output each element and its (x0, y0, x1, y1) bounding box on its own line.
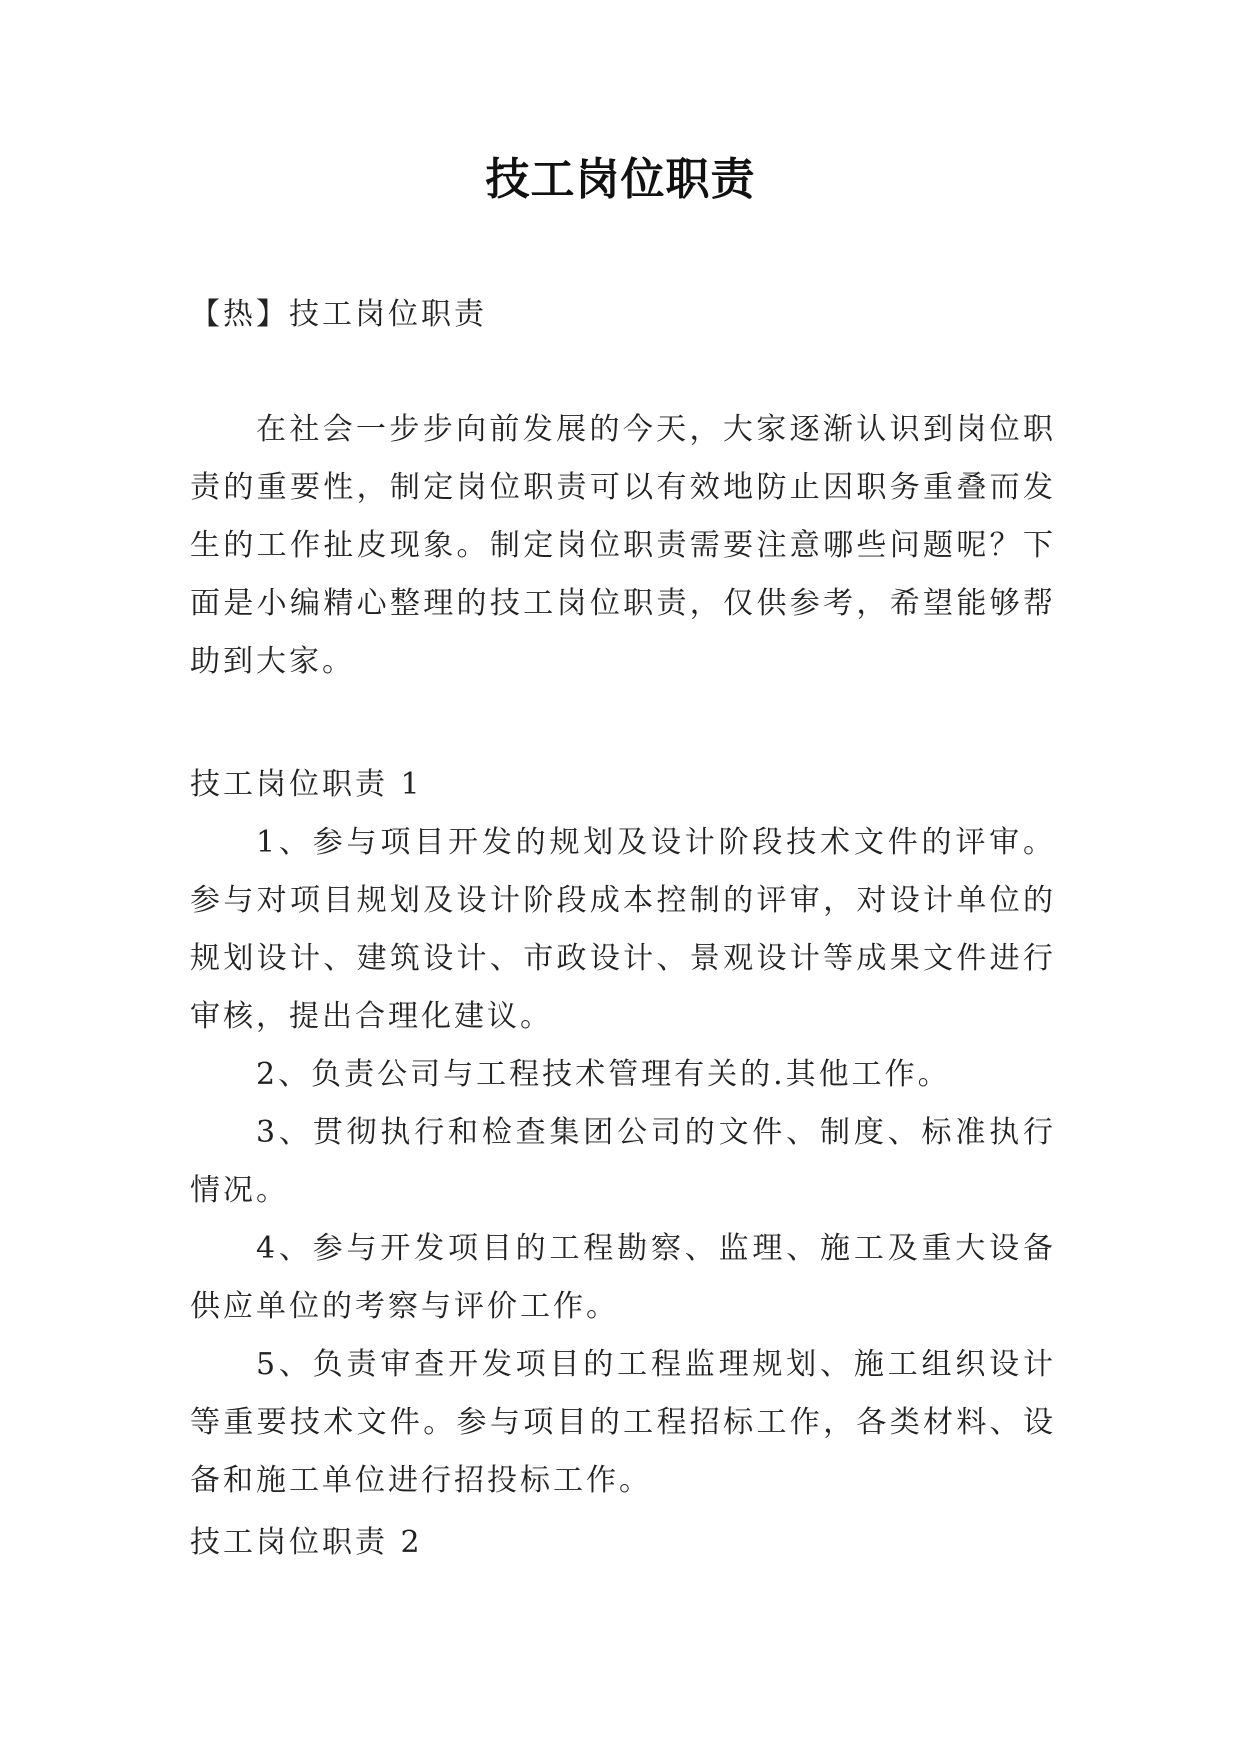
document-title: 技工岗位职责 (485, 154, 756, 205)
section-heading-2: 技工岗位职责 2 (190, 1525, 423, 1560)
document-subtitle: 【热】技工岗位职责 (190, 297, 487, 332)
list-item: 1、参与项目开发的规划及设计阶段技术文件的评审。参与对项目规划及设计阶段成本控制的评审，对设计单位的规划设计、建筑设计、市政设计、景观设计等成果文件进行审核，提出合理化建议。 (190, 825, 1056, 1034)
section-1-items (190, 814, 1056, 1510)
section-heading-1: 技工岗位职责 1 (190, 767, 423, 802)
list-item: 2、负责公司与工程技术管理有关的.其他工作。 (256, 1057, 951, 1092)
intro-paragraph: 在社会一步步向前发展的今天，大家逐渐认识到岗位职责的重要性，制定岗位职责可以有效地防止因职务重叠而发生的工作扯皮现象。制定岗位职责需要注意哪些问题呢？下面是小编精心整理的技工岗位职责，仅供参考，希望能够帮助到大家。 (190, 412, 1056, 679)
list-item: 5、负责审查开发项目的工程监理规划、施工组织设计等重要技术文件。参与项目的工程招标工作，各类材料、设备和施工单位进行招投标工作。 (190, 1347, 1056, 1498)
list-item: 3、贯彻执行和检查集团公司的文件、制度、标准执行情况。 (190, 1115, 1056, 1208)
list-item: 4、参与开发项目的工程勘察、监理、施工及重大设备供应单位的考察与评价工作。 (190, 1231, 1056, 1324)
